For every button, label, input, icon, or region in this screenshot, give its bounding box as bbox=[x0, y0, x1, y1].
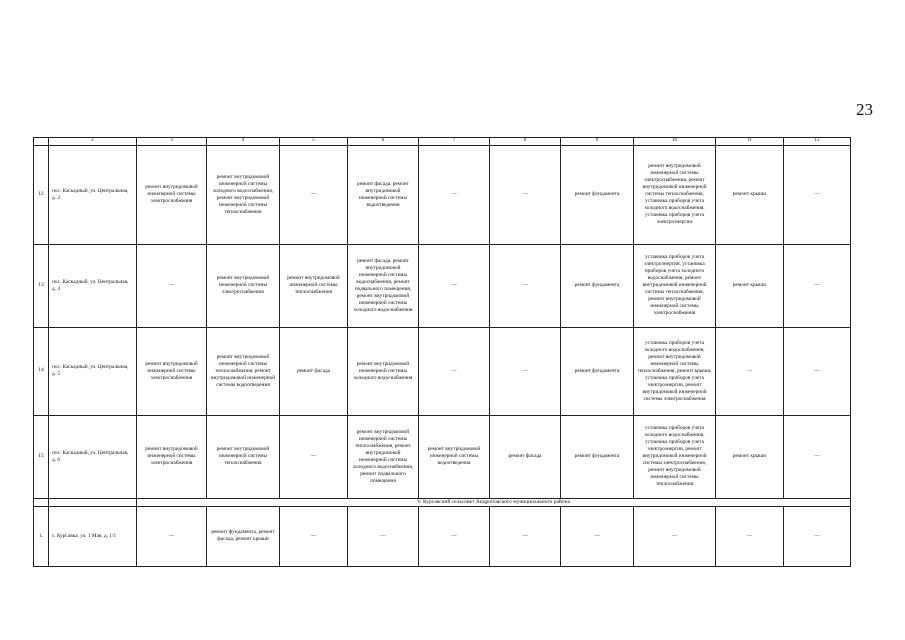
table-cell: ремонт внутридомовой инженерной системы теплоснабжения, ремонт внутридомовой инженерной системы холодного водоснабжения, ремонт подвального помещения bbox=[348, 415, 419, 498]
row-number: 1. bbox=[34, 506, 49, 566]
address-cell: пос. Каскадный, ул. Центральная, д. 5 bbox=[49, 327, 137, 415]
table-cell: — bbox=[419, 244, 490, 327]
table-cell: установка приборов учета холодного водоснабжения, установка приборов учета электроэнергии, ремонт внутридомовой инженерной системы электроснабжения, ремонт внутридомовой инженерной системы теплоснабжения bbox=[634, 415, 716, 498]
table-cell: — bbox=[137, 506, 207, 566]
header-cell: 4 bbox=[207, 138, 280, 146]
table-cell: ремонт фасада, ремонт внутридомовой инженерной системы водоотведения bbox=[348, 145, 419, 244]
table-row bbox=[34, 506, 851, 566]
table-cell: — bbox=[490, 244, 561, 327]
table-cell: — bbox=[490, 145, 561, 244]
table-cell: — bbox=[419, 327, 490, 415]
table-cell: — bbox=[419, 145, 490, 244]
table-cell: — bbox=[784, 506, 851, 566]
table-cell: — bbox=[784, 327, 851, 415]
table-cell: ремонт внутридомовой инженерной системы теплоснабжения, ремонт внутридомовой инженерной системы водоотведения bbox=[207, 327, 280, 415]
section-title-row bbox=[34, 498, 851, 506]
page-number: 23 bbox=[856, 100, 873, 119]
header-cell: 3 bbox=[137, 138, 207, 146]
header-cell: 12 bbox=[784, 138, 851, 146]
row-number: 14 bbox=[34, 327, 49, 415]
table-cell: ремонт фундамента, ремонт фасада, ремонт крыши bbox=[207, 506, 280, 566]
table-cell: ремонт внутридомовой инженерной системы электроснабжения bbox=[207, 244, 280, 327]
address-cell: пос. Каскадный, ул. Центральная, д. 2 bbox=[49, 145, 137, 244]
header-cell: 8 bbox=[490, 138, 561, 146]
header-cell: 10 bbox=[634, 138, 716, 146]
table-cell: ремонт внутридомовой инженерной системы холодного водоснабжения, ремонт внутридомовой инженерной системы теплоснабжения bbox=[207, 145, 280, 244]
table-cell: ремонт фасада bbox=[280, 327, 348, 415]
header-cell: 11 bbox=[716, 138, 784, 146]
table-cell: ремонт крыши bbox=[716, 415, 784, 498]
table-cell: — bbox=[419, 506, 490, 566]
address-cell: пос. Каскадный, ул. Центральная, д. 4 bbox=[49, 244, 137, 327]
table-cell: — bbox=[280, 506, 348, 566]
table-cell: установка приборов учета электроэнергии, установка приборов учета холодного водоснабжения, ремонт внутридомовой инженерной системы теплоснабжения, ремонт внутридомовой инженерной системы электроснабжения bbox=[634, 244, 716, 327]
table-row bbox=[34, 145, 851, 244]
table-cell: ремонт внутридомовой инженерной системы теплоснабжения bbox=[280, 244, 348, 327]
table-cell: — bbox=[634, 506, 716, 566]
table-cell: — bbox=[490, 327, 561, 415]
header-cell: 6 bbox=[348, 138, 419, 146]
table-cell: — bbox=[137, 244, 207, 327]
header-cell: 2 bbox=[49, 138, 137, 146]
table-cell: ремонт фундамента bbox=[561, 415, 634, 498]
table-cell: ремонт фундамента bbox=[561, 327, 634, 415]
table-cell: ремонт внутридомовой инженерной системы электроснабжения, ремонт внутридомовой инженерной системы теплоснабжения, установка приборов учета холодного водоснабжения, установка приборов учета электроэнергии bbox=[634, 145, 716, 244]
row-number: 15 bbox=[34, 415, 49, 498]
table-cell: — bbox=[716, 327, 784, 415]
table-cell: ремонт фундамента bbox=[561, 145, 634, 244]
table-cell: — bbox=[784, 244, 851, 327]
table-cell: ремонт внутридомовой инженерной системы электроснабжения bbox=[137, 415, 207, 498]
section-title: V. Курсавский сельсовет Андроповского муниципального района bbox=[137, 498, 851, 506]
table-cell: ремонт внутридомовой инженерной системы электроснабжения bbox=[137, 145, 207, 244]
repair-schedule-table bbox=[33, 137, 851, 567]
table-row bbox=[34, 327, 851, 415]
table-cell: — bbox=[280, 145, 348, 244]
table-cell: — bbox=[716, 506, 784, 566]
address-cell: с. Курсавка, ул. 1 Мая, д. 1/1 bbox=[49, 506, 137, 566]
table-cell: — bbox=[280, 415, 348, 498]
table-row bbox=[34, 415, 851, 498]
header-cell: 9 bbox=[561, 138, 634, 146]
table-cell: — bbox=[348, 506, 419, 566]
row-number: 12 bbox=[34, 145, 49, 244]
table-cell: ремонт фасада, ремонт внутридомовой инженерной системы водоснабжения, ремонт подвального помещения, ремонт внутридомовой инженерной системы холодного водоснабжения bbox=[348, 244, 419, 327]
table-cell: ремонт внутридомовой инженерной системы теплоснабжения bbox=[207, 415, 280, 498]
table-cell: установка приборов учета холодного водоснабжения, ремонт внутридомовой инженерной системы теплоснабжения, ремонт крыши, установка приборов учета электроэнергии, ремонт внутридомовой инженерной системы электроснабжения bbox=[634, 327, 716, 415]
section-number-blank bbox=[34, 498, 49, 506]
table-cell: — bbox=[784, 145, 851, 244]
table-row bbox=[34, 244, 851, 327]
row-number: 13 bbox=[34, 244, 49, 327]
column-number-row bbox=[34, 138, 851, 146]
table-cell: ремонт внутридомовой инженерной системы водоотведения bbox=[419, 415, 490, 498]
table-cell: ремонт фасада bbox=[490, 415, 561, 498]
table-cell: ремонт крыши bbox=[716, 244, 784, 327]
table-cell: — bbox=[490, 506, 561, 566]
table-cell: ремонт крыши bbox=[716, 145, 784, 244]
section-title-blank bbox=[49, 498, 137, 506]
table-cell: — bbox=[561, 506, 634, 566]
header-cell-blank bbox=[34, 138, 49, 146]
header-cell: 7 bbox=[419, 138, 490, 146]
address-cell: пос. Каскадный, ул. Центральная, д. 6 bbox=[49, 415, 137, 498]
header-cell: 5 bbox=[280, 138, 348, 146]
table-cell: ремонт внутридомовой инженерной системы электроснабжения bbox=[137, 327, 207, 415]
table-cell: ремонт фундамента bbox=[561, 244, 634, 327]
table-cell: — bbox=[784, 415, 851, 498]
table-cell: ремонт внутридомовой инженерной системы холодного водоснабжения bbox=[348, 327, 419, 415]
